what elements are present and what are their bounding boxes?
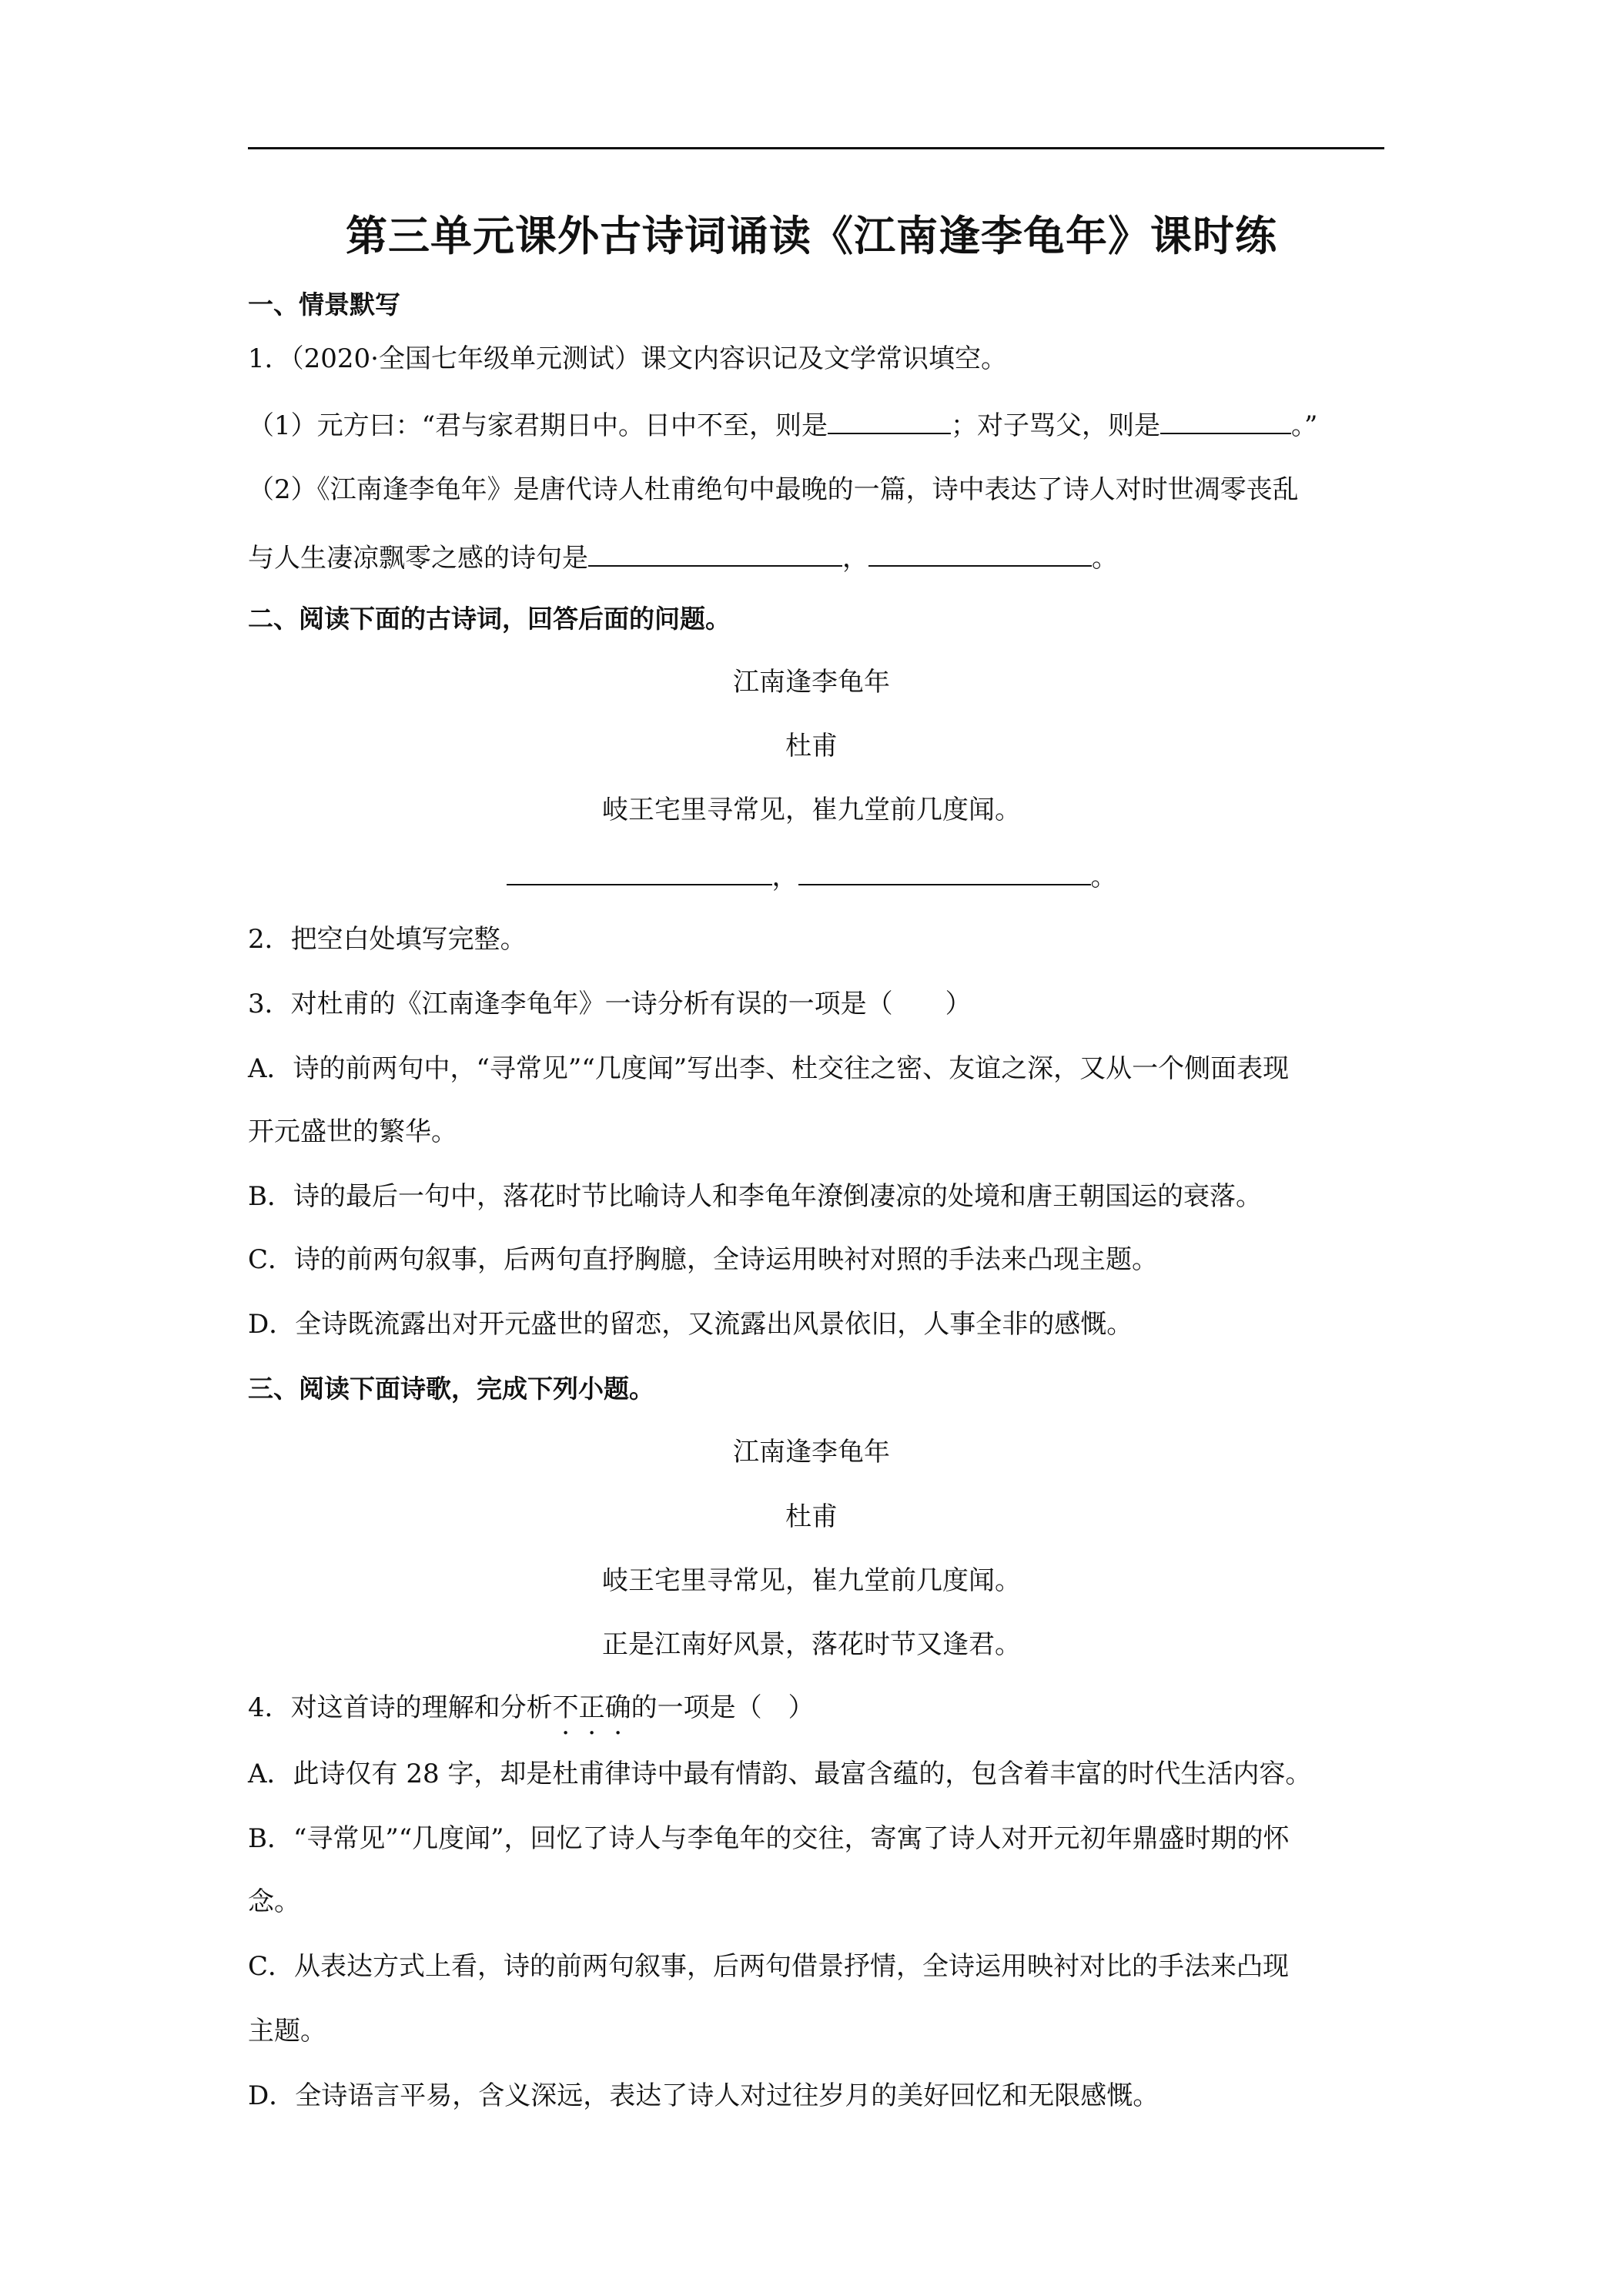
q3-option-a: A．诗的前两句中，“寻常见”“几度闻”写出李、杜交往之密、友谊之深，又从一个侧面表现 (248, 1053, 1290, 1084)
header-rule (248, 147, 1384, 149)
q1-2-text-b: 与人生凄凉飘零之感的诗句是 (248, 543, 588, 574)
poem-title: 江南逢李龟年 (733, 667, 890, 698)
poem-author-2: 杜甫 (785, 1501, 838, 1532)
answer-blank[interactable] (588, 537, 842, 567)
question-1-part-2: （2）《江南逢李龟年》是唐代诗人杜甫绝句中最晚的一篇，诗中表达了诗人对时世凋零丧乱 (248, 474, 1299, 505)
q4-option-c: C．从表达方式上看，诗的前两句叙事，后两句借景抒情，全诗运用映衬对比的手法来凸现 (248, 1951, 1290, 1982)
answer-blank[interactable] (507, 856, 772, 885)
answer-blank[interactable] (868, 537, 1092, 567)
emphasis-char: 确 (604, 1692, 631, 1723)
q4-option-c-cont: 主题。 (248, 2016, 326, 2047)
poem-line-2: 正是江南好风景，落花时节又逢君。 (602, 1629, 1021, 1660)
q1-1-text-a: （1）元方曰：“君与家君期日中。日中不至，则是 (248, 410, 828, 441)
question-1-part-2-cont (248, 537, 1118, 577)
emphasis-char: 正 (578, 1692, 605, 1723)
q4-option-b: B．“寻常见”“几度闻”，回忆了诗人与李龟年的交往，寄寓了诗人对开元初年鼎盛时期的怀 (248, 1823, 1290, 1854)
q4-text-pre: 4．对这首诗的理解和分析 (248, 1692, 553, 1723)
q4-option-b-cont: 念。 (248, 1886, 300, 1917)
question-1-part-1 (248, 405, 1317, 444)
q1-1-text-b: ；对子骂父，则是 (951, 410, 1161, 441)
q3-option-d: D．全诗既流露出对开元盛世的留恋，又流露出风景依旧，人事全非的感慨。 (248, 1309, 1133, 1340)
section-heading-3: 三、阅读下面诗歌，完成下列小题。 (248, 1374, 654, 1404)
q1-2-end: 。 (1092, 543, 1118, 574)
page-title: 第三单元课外古诗词诵读《江南逢李龟年》课时练 (346, 212, 1277, 260)
q4-option-d: D．全诗语言平易，含义深远，表达了诗人对过往岁月的美好回忆和无限感慨。 (248, 2080, 1160, 2111)
poem-blank-line (0, 856, 1623, 895)
question-2: 2．把空白处填写完整。 (248, 924, 527, 955)
q4-text-post: 的一项是（ ） (631, 1692, 815, 1723)
poem-blank-sep: ， (771, 862, 798, 892)
answer-blank[interactable] (798, 856, 1091, 885)
poem-title-2: 江南逢李龟年 (733, 1437, 890, 1468)
poem-author: 杜甫 (785, 731, 838, 761)
q1-2-sep: ， (842, 543, 868, 574)
section-heading-1: 一、情景默写 (248, 290, 400, 320)
answer-blank[interactable] (828, 405, 951, 434)
question-1: 1．（2020·全国七年级单元测试）课文内容识记及文学常识填空。 (248, 343, 1007, 374)
question-4 (248, 1689, 815, 1726)
answer-blank[interactable] (1160, 405, 1291, 434)
emphasis-char: 不 (552, 1692, 579, 1723)
poem-line-1: 岐王宅里寻常见，崔九堂前几度闻。 (602, 1565, 1021, 1596)
q1-1-text-c: 。” (1291, 410, 1318, 441)
poem-line: 岐王宅里寻常见，崔九堂前几度闻。 (602, 795, 1021, 825)
q3-option-b: B．诗的最后一句中，落花时节比喻诗人和李龟年潦倒凄凉的处境和唐王朝国运的衰落。 (248, 1181, 1262, 1212)
q3-option-c: C．诗的前两句叙事，后两句直抒胸臆，全诗运用映衬对照的手法来凸现主题。 (248, 1244, 1159, 1275)
poem-blank-end: 。 (1090, 862, 1117, 892)
section-heading-2: 二、阅读下面的古诗词，回答后面的问题。 (248, 604, 731, 634)
q4-option-a: A．此诗仅有 28 字，却是杜甫律诗中最有情韵、最富含蕴的，包含着丰富的时代生活内容。 (248, 1759, 1312, 1789)
q3-option-a-cont: 开元盛世的繁华。 (248, 1116, 457, 1147)
question-3: 3．对杜甫的《江南逢李龟年》一诗分析有误的一项是（ ） (248, 989, 972, 1019)
